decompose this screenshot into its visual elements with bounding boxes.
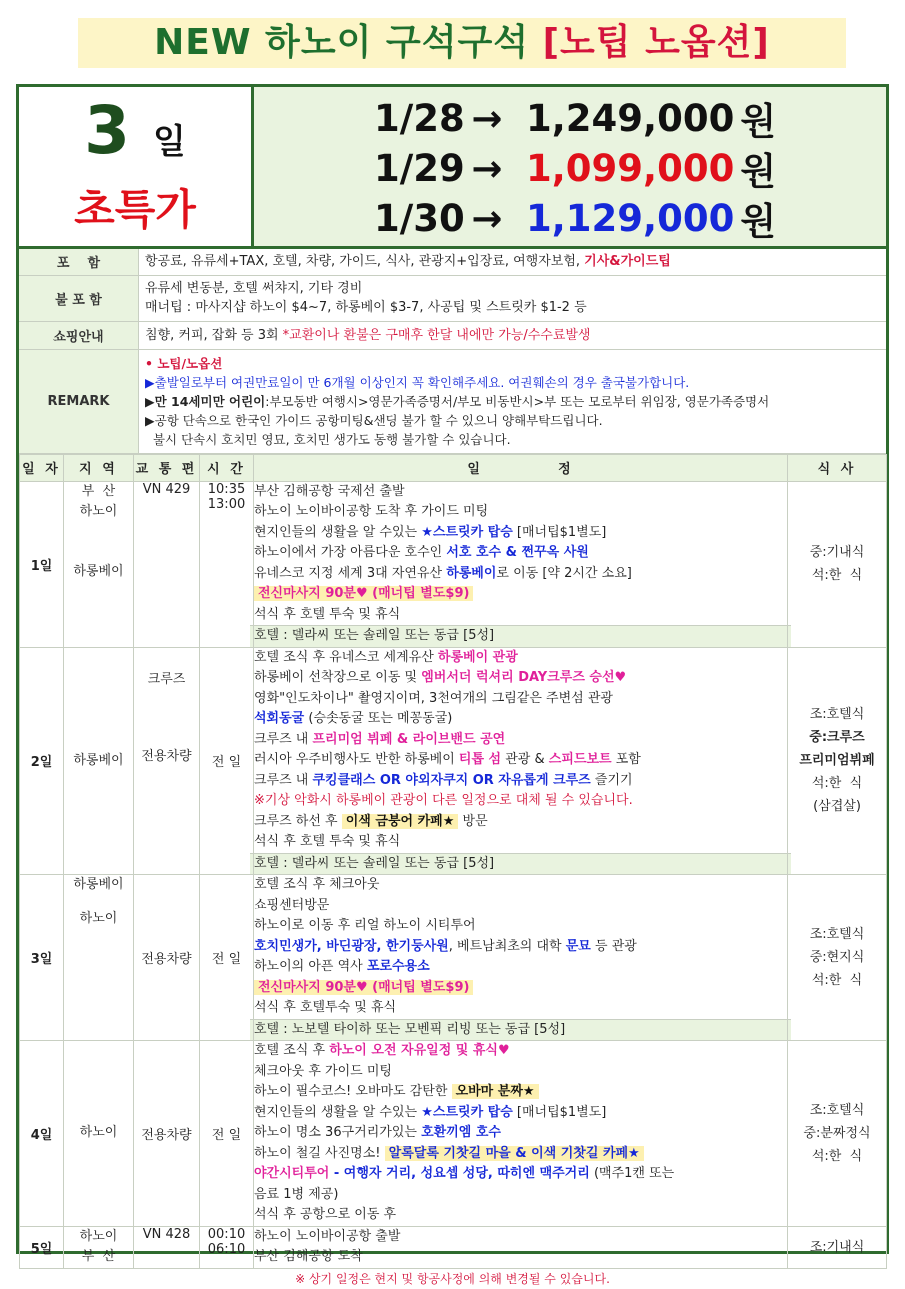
price-amount: 1,129,000 (526, 196, 735, 240)
night-tour-highlight: 야간시티투어 (254, 1166, 330, 1181)
itinerary-text: 현지인들의 생활을 알 수있는 (254, 524, 422, 540)
remark-line: ▶출발일로부터 여권만료일이 만 6개월 이상인지 꼭 확인해주세요. 여권훼손의 경우 출국불가합니다. (145, 374, 690, 390)
massage-tip: (매너팁 별도$9) (372, 979, 470, 995)
day-row (20, 1041, 887, 1227)
massage-tip: (매너팁 별도$9) (372, 586, 470, 601)
area-name: 하노이 (79, 911, 118, 926)
day-label: 3일 (20, 875, 64, 1041)
street-car-highlight: ★스트릿카 탑승 (421, 524, 513, 540)
remark-title: • 노팁/노옵션 (145, 355, 223, 371)
free-time-highlight: 하노이 오전 자유일정 및 휴식♥ (329, 1043, 510, 1058)
meal-item: 중:기내식 (809, 545, 865, 560)
remark-line-bold: ▶만 14세미만 어린이 (145, 393, 266, 409)
duration-box (19, 87, 254, 246)
buffet-highlight: 프리미엄 뷔페 & 라이브밴드 공연 (312, 731, 506, 747)
itinerary-line: 하노이로 이동 후 리얼 하노이 시티투어 (254, 918, 476, 933)
price-row (254, 193, 886, 243)
price-row (254, 93, 886, 143)
arrow-icon: → (471, 196, 503, 240)
header-itinerary: 일 정 (254, 454, 788, 481)
day-label: 1일 (20, 481, 64, 647)
food-highlight: 오바마 분짜★ (452, 1084, 539, 1099)
meal-item: 조:호텔식 (809, 927, 865, 942)
itinerary-line: 하노이 노이바이공항 출발 (254, 1228, 401, 1244)
header-meal: 식 사 (788, 454, 887, 481)
remark-line: :부모동반 여행시>영문가족증명서/부모 비동반시>부 또는 모로부터 위임장, 영문가족증명서 (265, 393, 770, 409)
hotel-info: 호텔 : 델라씨 또는 솔레일 또는 동급 [5성] (250, 853, 791, 875)
price-row (254, 143, 886, 193)
price-unit: 원 (740, 150, 777, 193)
meal-item: 중:현지식 (809, 950, 865, 965)
sight-highlight: 티톱 섬 (458, 752, 502, 767)
itinerary-line: 석식 후 호텔투숙 및 휴식 (254, 1000, 397, 1015)
special-price-label: 초특가 (74, 185, 196, 234)
day-row (20, 481, 887, 647)
sight-highlight: 포로수용소 (366, 959, 430, 974)
schedule-header (20, 454, 887, 481)
sight-highlight: 문묘 (565, 938, 591, 954)
itinerary-line: 하노이 노이바이공항 도착 후 가이드 미팅 (254, 504, 489, 519)
itinerary-line: 석식 후 호텔 투숙 및 휴식 (254, 606, 401, 622)
area-name: 부 산 (81, 1248, 116, 1264)
meal-item: 중:크루즈 (809, 730, 865, 746)
header-transport: 교 통 편 (134, 454, 200, 481)
sight-highlight: 호치민생가, 바딘광장, 한기둥사원 (254, 938, 449, 954)
price-date: 1/28 (374, 96, 465, 140)
remark-row (19, 349, 886, 453)
meal-item: 석:한 식 (811, 568, 863, 583)
train-street-highlight: 알록달록 기찻길 마을 & 이색 기찻길 카페★ (385, 1146, 644, 1161)
activity-highlight: 쿠킹클래스 OR 야외자쿠지 OR 자유롭게 크루즈 (312, 772, 591, 788)
meal-item: 조:호텔식 (809, 707, 865, 723)
itinerary-text: 크루즈 내 (254, 731, 313, 747)
header-day: 일 자 (20, 454, 64, 481)
price-list (254, 87, 886, 246)
itinerary-text: [매너팁$1별도] (512, 524, 607, 540)
exclude-line: 매너팁 : 마사지샵 하노이 $4~7, 하롱베이 $3-7, 사공팁 및 스트릿카 $1-2 등 (145, 300, 587, 315)
title-banner (78, 18, 846, 68)
massage-highlight: 전신마사지 90분♥ (258, 979, 373, 995)
price-unit: 원 (740, 200, 777, 243)
price-header (19, 87, 886, 249)
itinerary-text: 하노이 필수코스! 오바마도 감탄한 (254, 1084, 452, 1099)
meal-item: (삼겹살) (813, 799, 861, 815)
itinerary-text: (승솟동굴 또는 메꽁동굴) (304, 711, 453, 726)
area-name: 하롱베이 (73, 563, 124, 579)
flight-time: 13:00 (207, 496, 246, 512)
remark-line: ▶공항 단속으로 한국인 가이드 공항미팅&샌딩 불가 할 수 있으니 양해부탁드립니다. (145, 412, 603, 428)
meal-item: 석:한 식 (811, 973, 863, 988)
include-row (19, 249, 886, 275)
flight-number: VN 429 (134, 481, 200, 647)
shopping-label: 쇼핑안내 (19, 321, 139, 349)
title-bracket: [노팁 노옵션] (542, 22, 770, 63)
days-number: 3 (84, 92, 131, 169)
transport-type: 전용차량 (134, 1041, 200, 1227)
meal-item: 조:호텔식 (809, 1102, 865, 1118)
itinerary-frame (16, 84, 889, 1286)
arrow-icon: → (471, 146, 503, 190)
cafe-highlight: 이색 금붕어 카페★ (342, 814, 459, 829)
itinerary-text: 방문 (458, 813, 488, 829)
flight-time: 00:10 (207, 1226, 246, 1242)
day-row (20, 647, 887, 875)
itinerary-line: 석식 후 호텔 투숙 및 휴식 (254, 834, 401, 849)
sight-highlight: 서호 호수 & 쩐꾸옥 사원 (446, 545, 589, 560)
footer-note: ※ 상기 일정은 현지 및 항공사정에 의해 변경될 수 있습니다. (295, 1271, 610, 1286)
price-date: 1/30 (374, 196, 465, 240)
meal-item: 중:분짜정식 (803, 1125, 871, 1141)
exclude-line: 유류세 변동분, 호텔 써챠지, 기타 경비 (145, 281, 363, 296)
transport-type: 전용차량 (134, 875, 200, 1041)
header-time: 시 간 (200, 454, 254, 481)
shopping-row (19, 321, 886, 349)
sight-highlight: 하롱베이 관광 (437, 649, 518, 665)
title-main: NEW 하노이 구석구석 (154, 22, 543, 63)
itinerary-line: 영화"인도차이나" 촬영지이며, 3천여개의 그림같은 주변섬 관광 (254, 690, 613, 706)
itinerary-line: 쇼핑센터방문 (254, 897, 330, 913)
include-tip: 기사&가이드팁 (584, 254, 671, 270)
itinerary-text: 관광 & (501, 752, 549, 767)
flight-time: 06:10 (207, 1241, 246, 1257)
itinerary-text: 호텔 조식 후 유네스코 세계유산 (254, 649, 438, 665)
itinerary-text: 등 관광 (590, 938, 637, 954)
night-tour-sights: - 여행자 거리, 성요셉 성당, 따히엔 맥주거리 (329, 1166, 590, 1181)
transport-type: 전용차량 (141, 748, 192, 764)
remark-label: REMARK (19, 349, 139, 453)
time-label: 전 일 (200, 1041, 254, 1227)
area-name: 하노이 (79, 1228, 118, 1244)
area-name: 하노이 (64, 1041, 134, 1227)
meal-item: 석:한 식 (811, 1148, 863, 1164)
price-amount: 1,249,000 (526, 96, 735, 140)
itinerary-text: 하노이 명소 36구거리가있는 (254, 1125, 422, 1140)
price-amount: 1,099,000 (526, 146, 735, 190)
area-name: 하롱베이 (73, 877, 124, 892)
massage-highlight: 전신마사지 90분♥ (258, 586, 373, 601)
itinerary-text: 포함 (611, 752, 641, 767)
street-car-highlight: ★스트릿카 탑승 (421, 1104, 513, 1120)
flight-time: 10:35 (207, 481, 246, 497)
itinerary-text: 크루즈 내 (254, 772, 313, 788)
days-unit: 일 (153, 122, 186, 162)
exclude-row (19, 275, 886, 321)
header-area: 지 역 (64, 454, 134, 481)
sight-highlight: 호환끼엠 호수 (421, 1125, 501, 1140)
itinerary-text: 호텔 조식 후 (254, 1043, 330, 1058)
area-name: 부 산 (81, 483, 116, 499)
itinerary-text: 하노이에서 가장 아름다운 호수인 (254, 545, 447, 560)
day-row (20, 1226, 887, 1268)
include-text: 항공료, 유류세+TAX, 호텔, 차량, 가이드, 식사, 관광지+입장료, 여행자보험, (145, 254, 585, 270)
meal-item: 조:기내식 (788, 1226, 887, 1268)
itinerary-line: 음료 1병 제공) (254, 1186, 339, 1202)
itinerary-line: 석식 후 공항으로 이동 후 (254, 1207, 397, 1222)
itinerary-text: 현지인들의 생활을 알 수있는 (254, 1104, 422, 1120)
shopping-text: 침향, 커피, 잡화 등 3회 (145, 327, 283, 343)
cruise-highlight: 엠버서더 럭셔리 DAY크루즈 승선♥ (421, 670, 627, 685)
day-label: 2일 (20, 647, 64, 875)
itinerary-line: 부산 김해공항 도착 (254, 1249, 363, 1264)
sight-highlight: 하롱베이 (446, 565, 497, 581)
price-unit: 원 (740, 100, 777, 143)
itinerary-line: 체크아웃 후 가이드 미팅 (254, 1063, 392, 1079)
itinerary-text: 러시아 우주비행사도 반한 하롱베이 (254, 752, 459, 767)
price-date: 1/29 (374, 146, 465, 190)
day-label: 4일 (20, 1041, 64, 1227)
include-label: 포 함 (19, 249, 139, 275)
weather-note: ※기상 악화시 하롱베이 관광이 다른 일정으로 대체 될 수 있습니다. (254, 793, 633, 808)
arrow-icon: → (471, 96, 503, 140)
remark-line: 불시 단속시 호치민 영묘, 호치민 생가도 동행 불가할 수 있습니다. (145, 431, 511, 447)
itinerary-text: [매너팁$1별도] (512, 1104, 607, 1120)
day-row (20, 875, 887, 1041)
itinerary-line: 호텔 조식 후 체크아웃 (254, 877, 380, 892)
itinerary-line: 부산 김해공항 국제선 출발 (254, 483, 405, 499)
meal-item: 석:한 식 (811, 776, 863, 792)
schedule-table (19, 454, 887, 1269)
itinerary-text: 크루즈 하선 후 (254, 813, 342, 829)
hotel-info: 호텔 : 델라씨 또는 솔레일 또는 동급 [5성] (250, 625, 791, 647)
sight-highlight: 석회동굴 (254, 711, 305, 726)
meal-item: 프리미엄뷔페 (799, 753, 875, 769)
itinerary-text: (맥주1캔 또는 (589, 1166, 675, 1181)
itinerary-text: 로 이동 [약 2시간 소요] (496, 565, 632, 581)
sight-highlight: 스피드보트 (548, 752, 612, 767)
itinerary-text: 즐기기 (590, 772, 633, 788)
exclude-label: 불 포 함 (19, 275, 139, 321)
time-label: 전 일 (200, 647, 254, 875)
day-label: 5일 (20, 1226, 64, 1268)
transport-cruise: 크루즈 (147, 671, 186, 687)
hotel-info: 호텔 : 노보텔 타이하 또는 모벤픽 리빙 또는 동급 [5성] (250, 1019, 791, 1041)
shopping-note: *교환이나 환불은 구매후 한달 내에만 가능/수수료발생 (282, 327, 591, 343)
time-label: 전 일 (200, 875, 254, 1041)
flight-number: VN 428 (134, 1226, 200, 1268)
area-name: 하롱베이 (64, 647, 134, 875)
area-name: 하노이 (79, 503, 118, 519)
itinerary-text: 하노이의 아픈 역사 (254, 959, 367, 974)
itinerary-text: 유네스코 지정 세계 3대 자연유산 (254, 565, 447, 581)
itinerary-text: 하노이 철길 사진명소! (254, 1145, 385, 1161)
info-table (19, 249, 886, 454)
itinerary-text: 하롱베이 선착장으로 이동 및 (254, 670, 422, 685)
itinerary-text: , 베트남최초의 대학 (448, 938, 566, 954)
